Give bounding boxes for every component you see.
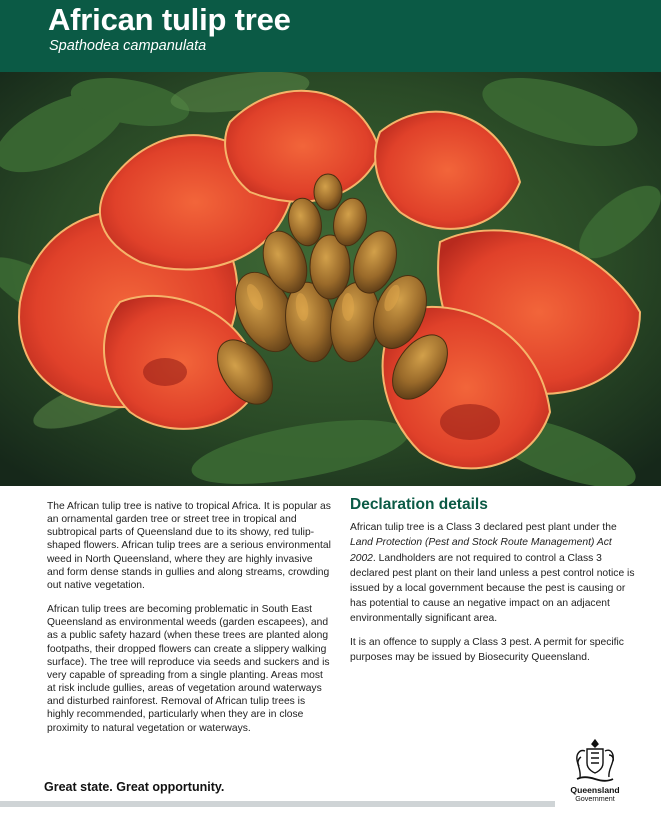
offence-paragraph: It is an offence to supply a Class 3 pest. A permit for specific purposes may be issued by Biosecurity Queensland. [350, 636, 624, 663]
tulip-flower-illustration [0, 72, 661, 486]
flower-photo [0, 72, 661, 486]
declaration-heading: Declaration details [350, 496, 488, 513]
declaration-paragraph [350, 520, 637, 626]
logo-wordmark: Queensland [570, 785, 620, 795]
page-title: African tulip tree [48, 2, 291, 37]
scientific-name: Spathodea campanulata [49, 38, 207, 54]
tagline: Great state. Great opportunity. [44, 780, 225, 794]
intro-paragraph: The African tulip tree is native to tropical Africa. It is popular as an ornamental garden tree or street tree in tropical and subtropical parts of Queensland due to its showy, red tulip-shaped flowers. African tulip trees are a serious environmental weed in North Queensland, where they are highly invasive and form dense stands in gullies and along streams, crowding out native vegetation. [47, 501, 331, 591]
act-name: Land Protection (Pest and Stock Route Management) Act 2002 [350, 537, 612, 564]
queensland-government-logo [560, 737, 630, 811]
declaration-text-end: . Landholders are not required to control a Class 3 declared pest plant on their land unless a pest control notice is issued by a local government because the pest is causing or has potential to cause an negative impact on an adjacent environmentally significant area. [350, 552, 635, 625]
impact-paragraph: African tulip trees are becoming problematic in South East Queensland as environmental weeds (garden escapees), and as a public safety hazard (when these trees are planted along footpaths, their dropped flowers can create a slippery walking surface). The tree will reproduce via seeds and suckers and is very capable of spreading from a single planting. Areas most at risk include gullies, areas of vegetation around waterways and disturbed rainforest. Removal of African tulip trees is highly recommended, particularly when they are in close proximity to natural vegetation or waterways. [47, 604, 330, 734]
declaration-column [350, 497, 637, 673]
header-banner [0, 0, 661, 72]
footer-divider [0, 801, 555, 807]
logo-subtitle: Government [575, 794, 615, 803]
queensland-coat-of-arms-icon [569, 737, 621, 785]
intro-column [47, 500, 332, 746]
declaration-text-start: African tulip tree is a Class 3 declared pest plant under the [350, 522, 617, 534]
